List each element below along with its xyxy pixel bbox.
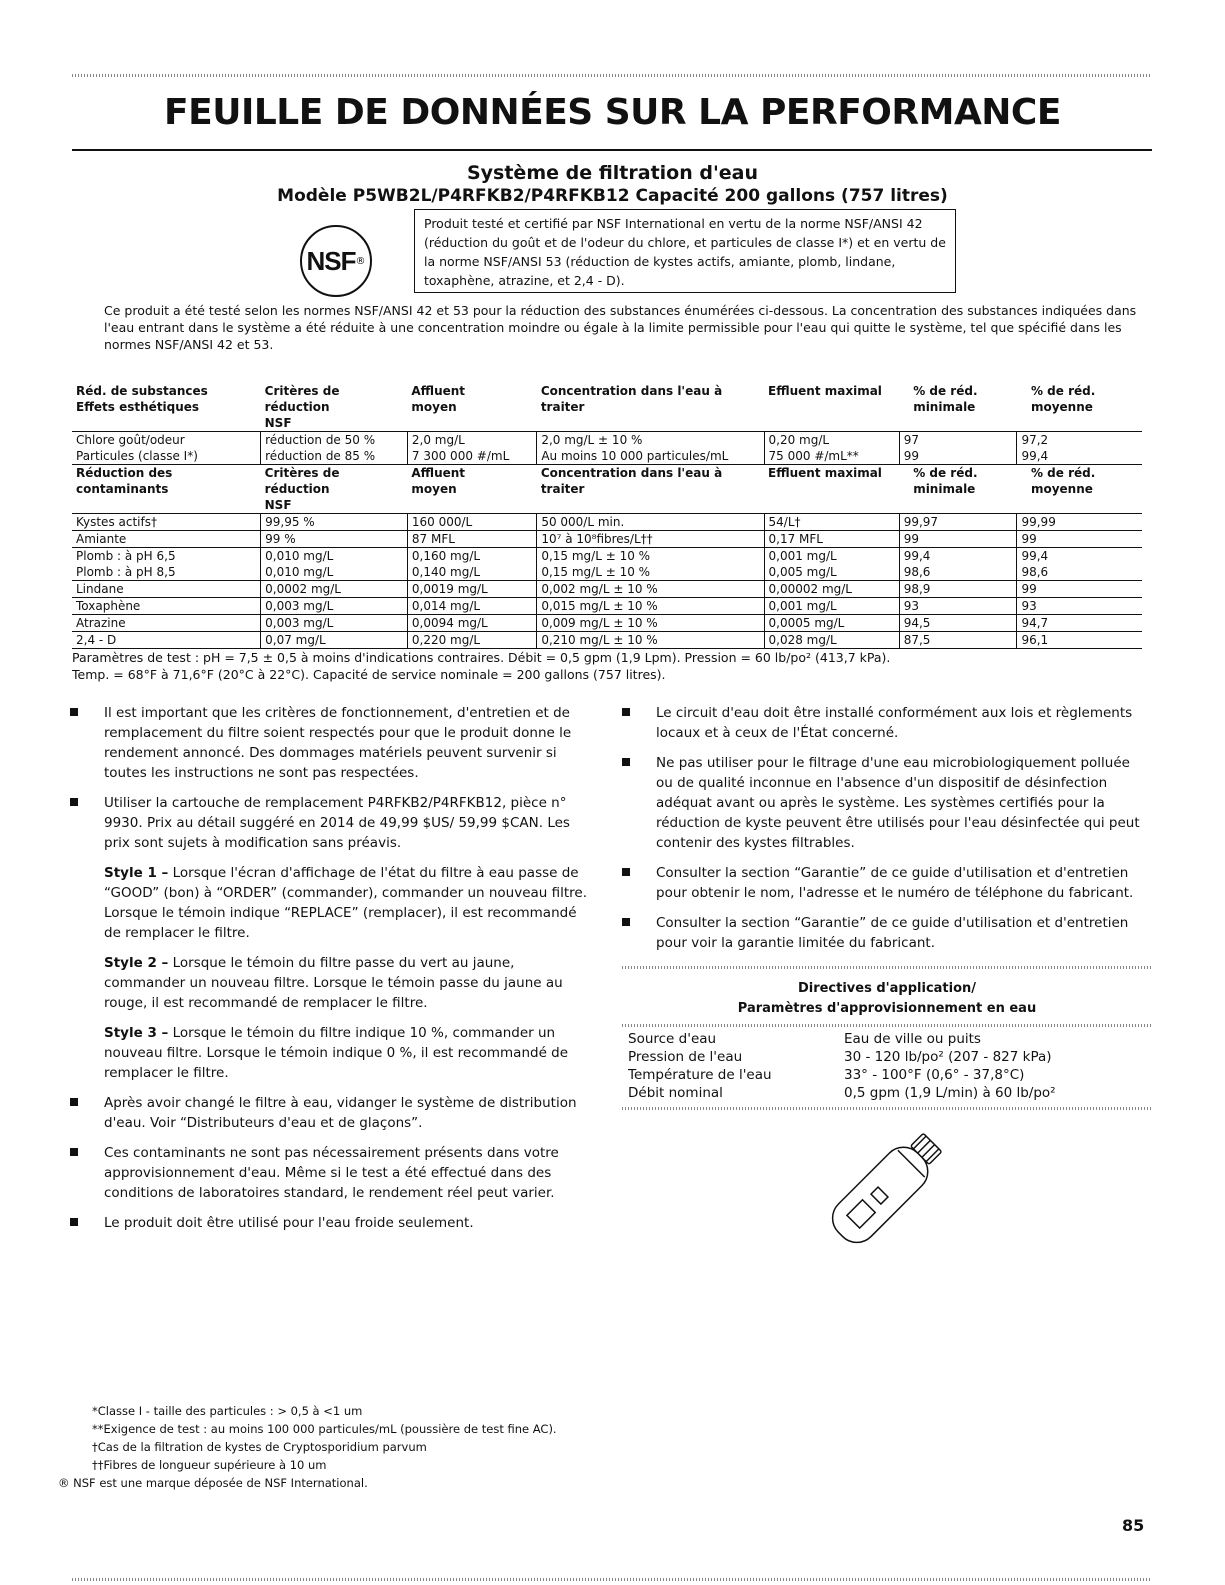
table-cell: 94,7 — [1017, 615, 1142, 632]
bullet-text: Ces contaminants ne sont pas nécessairement présents dans votre approvisionnement d'eau. Même si le test a été effectué dans des conditions de laboratoires standard, le rendement réel peut varier. — [104, 1145, 559, 1201]
bullet-item — [70, 793, 590, 853]
page-number: 85 — [1122, 1516, 1145, 1535]
table-cell: Kystes actifs† — [72, 514, 261, 531]
table-cell: 98,9 — [899, 581, 1017, 598]
top-dotted-rule — [72, 74, 1152, 77]
table-row — [72, 432, 1142, 465]
bullet-text: Ne pas utiliser pour le filtrage d'une eau microbiologiquement polluée ou de qualité inconnue en l'absence d'un dispositif de désinfection adéquat avant ou après le système. Les systèmes certifiés pour la réduction de kyste peuvent être utilisés pour l'eau désinfectée qui peut contenir des kystes filtrables. — [656, 755, 1140, 851]
table-header-cell: Critères de réduction NSF — [264, 384, 340, 430]
table-cell: 0,0002 mg/L — [261, 581, 408, 598]
bullet-item — [622, 703, 1140, 743]
table-cell: 10⁷ à 10⁸fibres/L†† — [537, 531, 764, 548]
style-label: Style 3 – — [104, 1025, 169, 1041]
bullet-item — [622, 753, 1140, 853]
table-cell: 50 000/L min. — [537, 514, 764, 531]
table-row — [72, 514, 1142, 531]
table-cell: 0,00002 mg/L — [764, 581, 899, 598]
bullet-text: Après avoir changé le filtre à eau, vidanger le système de distribution d'eau. Voir “Distributeurs d'eau et de glaçons”. — [104, 1095, 577, 1131]
table-cell: Plomb : à pH 6,5 Plomb : à pH 8,5 — [72, 548, 261, 581]
certification-box: Produit testé et certifié par NSF International en vertu de la norme NSF/ANSI 42 (réduction du goût et de l'odeur du chlore, et particules de classe I*) et en vertu de la norme NSF/ANSI 53 (réduction de kystes actifs, amiante, plomb, lindane, toxaphène, atrazine, et 2,4 - D). — [414, 209, 956, 293]
table-cell: 0,20 mg/L 75 000 #/mL** — [764, 432, 899, 465]
table-header-row — [72, 383, 1142, 432]
table-cell: 93 — [899, 598, 1017, 615]
table-cell: 160 000/L — [407, 514, 536, 531]
table-header-cell: Réduction des contaminants — [76, 466, 173, 496]
filter-cartridge-illustration — [818, 1132, 948, 1252]
intro-paragraph: Ce produit a été testé selon les normes NSF/ANSI 42 et 53 pour la réduction des substances énumérées ci-dessous. La concentration des substances indiquées dans l'eau entrant dans le système a été réduite à une concentration moindre ou égale à la limite permissible pour l'eau qui quitte le système, tel que spécifié dans les normes NSF/ANSI 42 et 53. — [104, 303, 1137, 352]
directives-title-2: Paramètres d'approvisionnement en eau — [737, 1001, 1037, 1016]
table-cell: 99,4 98,6 — [899, 548, 1017, 581]
directives-top-dots — [622, 966, 1152, 969]
model-line: Modèle P5WB2L/P4RFKB2/P4RFKB12 Capacité 200 gallons (757 litres) — [277, 186, 948, 206]
table-cell: 0,210 mg/L ± 10 % — [537, 632, 764, 649]
table-cell: 2,0 mg/L 7 300 000 #/mL — [407, 432, 536, 465]
table-header-cell: Concentration dans l'eau à traiter — [540, 466, 723, 496]
table-cell: Toxaphène — [72, 598, 261, 615]
table-header-cell: Effluent maximal — [768, 466, 882, 480]
table-row — [72, 615, 1142, 632]
directives-row — [628, 1030, 1056, 1048]
table-header-cell: % de réd. moyenne — [1030, 466, 1096, 496]
bullet-item — [70, 1213, 590, 1233]
table-cell: 99,4 98,6 — [1017, 548, 1142, 581]
style-2-paragraph — [70, 953, 590, 1013]
table-cell: 0,17 MFL — [764, 531, 899, 548]
bullet-square-icon — [70, 798, 78, 806]
bullet-item — [622, 863, 1140, 903]
title-rule — [72, 149, 1152, 151]
style-text: Lorsque le témoin du filtre indique 10 %, commander un nouveau filtre. Lorsque le témoin indique 0 %, il est recommandé de remplacer le filtre. — [104, 1025, 569, 1081]
table-cell: 99 — [1017, 581, 1142, 598]
table-header-cell: % de réd. minimale — [913, 384, 978, 414]
table-cell: Lindane — [72, 581, 261, 598]
bottom-dotted-rule — [72, 1578, 1152, 1581]
directives-key: Débit nominal — [628, 1085, 723, 1101]
directives-value: 0,5 gpm (1,9 L/min) à 60 lb/po² — [844, 1085, 1056, 1101]
bullet-square-icon — [622, 708, 630, 716]
table-cell: Atrazine — [72, 615, 261, 632]
bullet-text: Il est important que les critères de fonctionnement, d'entretien et de remplacement du filtre soient respectés pour que le produit donne le rendement annoncé. Des dommages matériels peuvent survenir si toutes les instructions ne sont pas respectées. — [104, 705, 572, 781]
bullet-text: Consulter la section “Garantie” de ce guide d'utilisation et d'entretien pour voir la garantie limitée du fabricant. — [656, 915, 1129, 951]
table-cell: Chlore goût/odeur Particules (classe I*) — [72, 432, 261, 465]
left-bullet-column — [70, 703, 590, 1243]
table-cell: 0,15 mg/L ± 10 % 0,15 mg/L ± 10 % — [537, 548, 764, 581]
bullet-text: Le circuit d'eau doit être installé conformément aux lois et règlements locaux et à ceux de l'État concerné. — [656, 705, 1133, 741]
footnote: †Cas de la filtration de kystes de Cryptosporidium parvum — [92, 1440, 427, 1454]
table-row — [72, 598, 1142, 615]
table-cell: 93 — [1017, 598, 1142, 615]
directives-value: 30 - 120 lb/po² (207 - 827 kPa) — [844, 1049, 1052, 1065]
performance-table — [72, 383, 1142, 649]
table-header-cell: Affluent moyen — [411, 466, 466, 496]
directives-row — [628, 1066, 1056, 1084]
bullet-square-icon — [70, 1218, 78, 1226]
footnote: *Classe I - taille des particules : > 0,5 à <1 um — [92, 1404, 363, 1418]
bullet-item — [70, 703, 590, 783]
test-parameters-line-1: Paramètres de test : pH = 7,5 ± 0,5 à moins d'indications contraires. Débit = 0,5 gpm (1,9 Lpm). Pression = 60 lb/po² (413,7 kPa). — [72, 650, 891, 665]
table-header-cell: Critères de réduction NSF — [264, 466, 340, 512]
table-cell: 0,003 mg/L — [261, 598, 408, 615]
table-header-cell: % de réd. minimale — [913, 466, 978, 496]
bullet-square-icon — [622, 918, 630, 926]
table-cell: 96,1 — [1017, 632, 1142, 649]
bullet-square-icon — [70, 708, 78, 716]
table-cell: 97 99 — [899, 432, 1017, 465]
subtitle: Système de filtration d'eau — [466, 162, 759, 184]
table-cell: 0,0005 mg/L — [764, 615, 899, 632]
style-label: Style 2 – — [104, 955, 169, 971]
directives-title-1: Directives d'application/ — [797, 981, 977, 996]
table-row — [72, 632, 1142, 649]
nsf-logo — [300, 225, 372, 297]
bullet-text: Le produit doit être utilisé pour l'eau froide seulement. — [104, 1215, 474, 1231]
footnote: ® NSF est une marque déposée de NSF International. — [58, 1476, 368, 1490]
table-cell: 0,028 mg/L — [764, 632, 899, 649]
table-cell: 0,220 mg/L — [407, 632, 536, 649]
table-cell: 2,4 - D — [72, 632, 261, 649]
table-cell: 0,015 mg/L ± 10 % — [537, 598, 764, 615]
table-cell: 94,5 — [899, 615, 1017, 632]
directives-row — [628, 1048, 1056, 1066]
page-title: FEUILLE DE DONNÉES SUR LA PERFORMANCE — [164, 92, 1061, 133]
nsf-logo-text: NSF — [306, 245, 356, 276]
bullet-square-icon — [70, 1098, 78, 1106]
table-cell: 99 — [899, 531, 1017, 548]
table-cell: 0,0019 mg/L — [407, 581, 536, 598]
table-cell: 0,160 mg/L 0,140 mg/L — [407, 548, 536, 581]
test-parameters-line-2: Temp. = 68°F à 71,6°F (20°C à 22°C). Capacité de service nominale = 200 gallons (757 litres). — [72, 667, 666, 682]
table-cell: 97,2 99,4 — [1017, 432, 1142, 465]
table-header-row — [72, 465, 1142, 514]
table-cell: 87 MFL — [407, 531, 536, 548]
style-text: Lorsque l'écran d'affichage de l'état du filtre à eau passe de “GOOD” (bon) à “ORDER” (commander), commander un nouveau filtre. Lorsque le témoin indique “REPLACE” (remplacer), il est recommandé de remplacer le filtre. — [104, 865, 588, 941]
table-cell: 99 % — [261, 531, 408, 548]
footnote: **Exigence de test : au moins 100 000 particules/mL (poussière de test fine AC). — [92, 1422, 557, 1436]
table-header-cell: Affluent moyen — [411, 384, 466, 414]
registered-mark-icon: ® — [355, 255, 366, 267]
footnotes — [58, 1402, 557, 1492]
directives-value: 33° - 100°F (0,6° - 37,8°C) — [844, 1067, 1025, 1083]
test-parameters — [72, 649, 1152, 683]
directives-key: Pression de l'eau — [628, 1049, 743, 1065]
table-header-cell: % de réd. moyenne — [1030, 384, 1096, 414]
bullet-text: Utiliser la cartouche de remplacement P4RFKB2/P4RFKB12, pièce n° 9930. Prix au détail suggéré en 2014 de 49,99 $US/ 59,99 $CAN. Les prix sont sujets à modification sans préavis. — [104, 795, 570, 851]
directives-row — [628, 1084, 1056, 1102]
table-row — [72, 531, 1142, 548]
table-row — [72, 581, 1142, 598]
directives-key: Source d'eau — [628, 1031, 717, 1047]
right-bullet-column — [622, 703, 1140, 963]
table-cell: 2,0 mg/L ± 10 % Au moins 10 000 particules/mL — [537, 432, 764, 465]
bullet-square-icon — [70, 1148, 78, 1156]
table-cell: 0,010 mg/L 0,010 mg/L — [261, 548, 408, 581]
bullet-item — [622, 913, 1140, 953]
bullet-square-icon — [622, 758, 630, 766]
table-cell: 0,009 mg/L ± 10 % — [537, 615, 764, 632]
table-cell: 87,5 — [899, 632, 1017, 649]
table-cell: 0,001 mg/L — [764, 598, 899, 615]
table-row — [72, 548, 1142, 581]
table-header-cell: Concentration dans l'eau à traiter — [540, 384, 723, 414]
directives-value: Eau de ville ou puits — [844, 1031, 981, 1047]
table-cell: 0,0094 mg/L — [407, 615, 536, 632]
table-cell: 0,002 mg/L ± 10 % — [537, 581, 764, 598]
table-cell: 0,003 mg/L — [261, 615, 408, 632]
bullet-square-icon — [622, 868, 630, 876]
table-header-cell: Effluent maximal — [768, 384, 882, 398]
table-cell: réduction de 50 % réduction de 85 % — [261, 432, 408, 465]
style-label: Style 1 – — [104, 865, 169, 881]
table-cell: 0,014 mg/L — [407, 598, 536, 615]
table-cell: 99,95 % — [261, 514, 408, 531]
table-cell: 0,001 mg/L 0,005 mg/L — [764, 548, 899, 581]
style-text: Lorsque le témoin du filtre passe du vert au jaune, commander un nouveau filtre. Lorsque le témoin passe du jaune au rouge, il est recommandé de remplacer le filtre. — [104, 955, 563, 1011]
table-cell: 99,97 — [899, 514, 1017, 531]
table-cell: 54/L† — [764, 514, 899, 531]
bullet-item — [70, 1143, 590, 1203]
bullet-item — [70, 1093, 590, 1133]
table-cell: 99 — [1017, 531, 1142, 548]
directives-mid-dots — [622, 1024, 1152, 1027]
table-cell: Amiante — [72, 531, 261, 548]
footnote: ††Fibres de longueur supérieure à 10 um — [92, 1458, 327, 1472]
style-3-paragraph — [70, 1023, 590, 1083]
style-1-paragraph — [70, 863, 590, 943]
table-cell: 0,07 mg/L — [261, 632, 408, 649]
table-header-cell: Réd. de substances Effets esthétiques — [76, 384, 208, 414]
directives-table — [628, 1030, 1056, 1102]
directives-bottom-dots — [622, 1107, 1152, 1110]
directives-key: Température de l'eau — [628, 1067, 772, 1083]
table-cell: 99,99 — [1017, 514, 1142, 531]
bullet-text: Consulter la section “Garantie” de ce guide d'utilisation et d'entretien pour obtenir le nom, l'adresse et le numéro de téléphone du fabricant. — [656, 865, 1134, 901]
